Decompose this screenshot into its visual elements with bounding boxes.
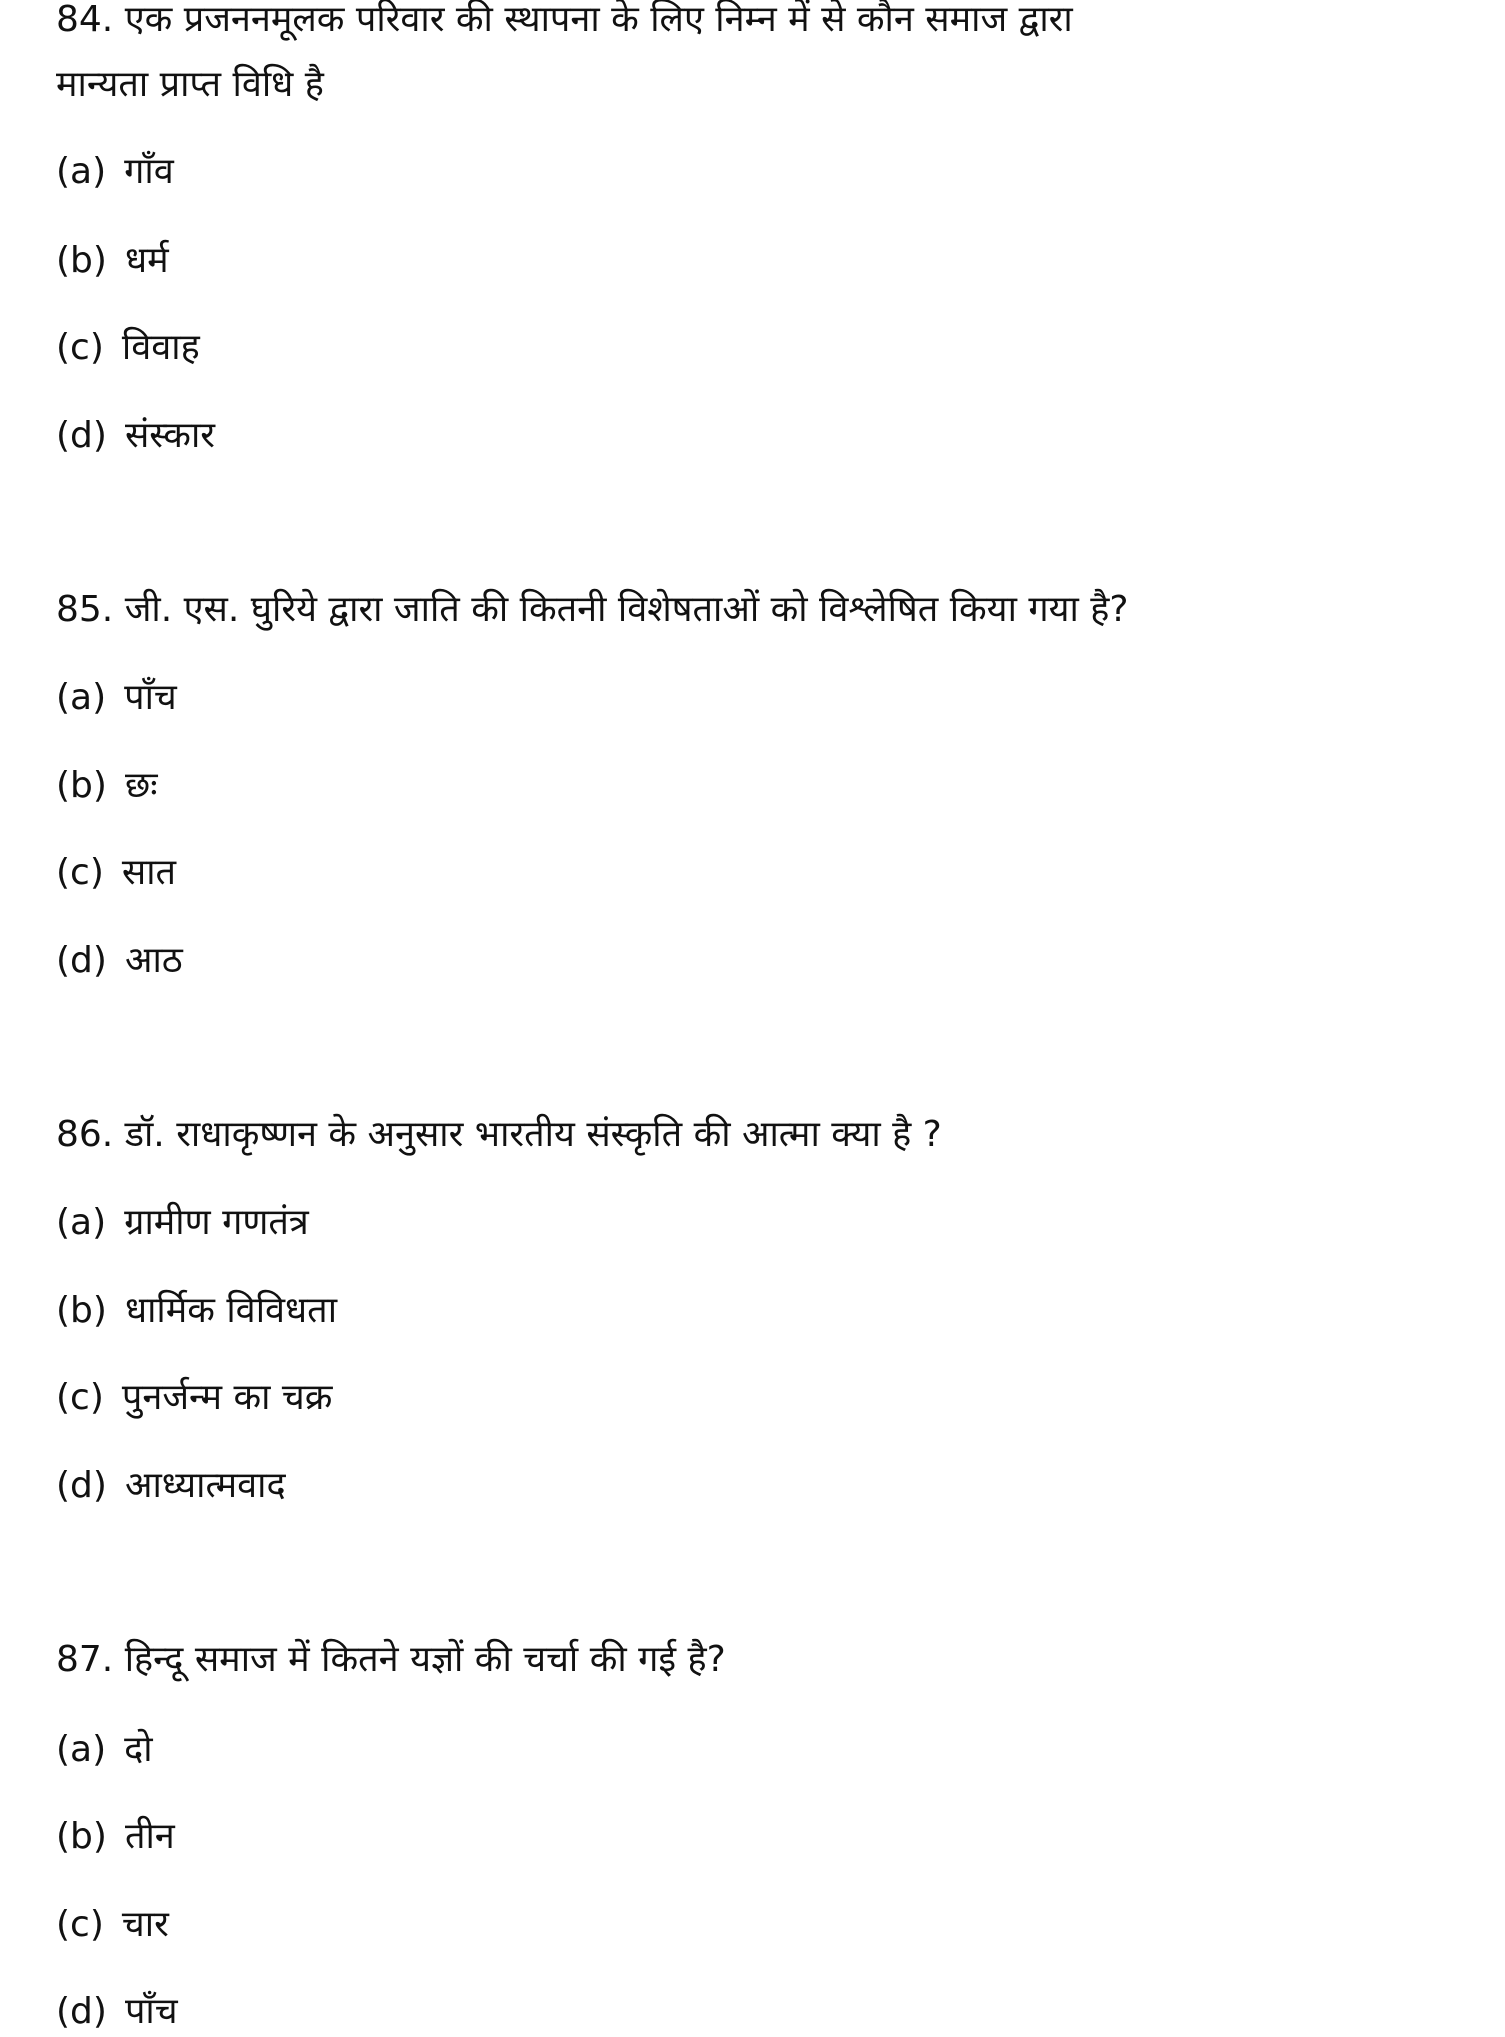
question-text: जी. एस. घुरिये द्वारा जाति की कितनी विशेषताओं को विश्लेषित किया गया है? [124, 589, 1129, 630]
option-86-c [56, 1373, 332, 1423]
question-86-text [56, 1110, 942, 1160]
option-87-c [56, 1900, 169, 1950]
option-text: ग्रामीण गणतंत्र [124, 1202, 309, 1243]
option-86-d [56, 1461, 286, 1511]
option-text: धार्मिक विविधता [124, 1290, 338, 1331]
option-86-a [56, 1198, 309, 1248]
option-label: (c) [56, 852, 104, 893]
option-text: संस्कार [124, 415, 215, 456]
option-84-b [56, 236, 169, 286]
option-label: (d) [56, 415, 107, 456]
option-text: दो [124, 1729, 153, 1770]
question-number: 86. [56, 1114, 114, 1155]
option-text: धर्म [124, 240, 169, 281]
option-85-b [56, 761, 157, 811]
option-text: छः [124, 765, 158, 806]
question-85-text [56, 585, 1128, 635]
option-85-a [56, 673, 177, 723]
option-text: पाँच [124, 1991, 178, 2032]
question-84-text [56, 0, 1073, 45]
option-label: (a) [56, 1202, 107, 1243]
option-87-a [56, 1725, 153, 1775]
option-text: पुनर्जन्म का चक्र [121, 1377, 333, 1418]
option-label: (b) [56, 240, 107, 281]
option-label: (b) [56, 765, 107, 806]
option-85-d [56, 936, 183, 986]
option-86-b [56, 1286, 337, 1336]
option-text: पाँच [124, 677, 177, 718]
option-85-c [56, 848, 176, 898]
option-label: (c) [56, 1377, 104, 1418]
option-text: गाँव [124, 151, 174, 192]
option-label: (d) [56, 1465, 107, 1506]
option-87-d [56, 1987, 178, 2037]
option-84-d [56, 411, 215, 461]
question-text: एक प्रजननमूलक परिवार की स्थापना के लिए निम्न में से कौन समाज द्वारा [124, 0, 1073, 40]
question-number: 87. [56, 1639, 114, 1680]
question-text: हिन्दू समाज में कितने यज्ञों की चर्चा की गई है? [124, 1639, 726, 1680]
option-label: (d) [56, 940, 107, 981]
option-label: (c) [56, 1904, 104, 1945]
option-label: (b) [56, 1290, 107, 1331]
option-text: तीन [124, 1816, 175, 1857]
option-84-c [56, 323, 200, 373]
option-label: (b) [56, 1816, 107, 1857]
option-84-a [56, 147, 174, 197]
question-number: 85. [56, 589, 114, 630]
option-label: (d) [56, 1991, 107, 2032]
question-number: 84. [56, 0, 114, 40]
option-text: चार [121, 1904, 169, 1945]
option-text: आध्यात्मवाद [124, 1465, 286, 1506]
option-label: (a) [56, 151, 107, 192]
option-label: (c) [56, 327, 104, 368]
question-87-text [56, 1635, 726, 1685]
question-84-text-line2: मान्यता प्राप्त विधि है [56, 64, 324, 105]
option-text: आठ [124, 940, 183, 981]
option-text: सात [121, 852, 177, 893]
question-text: डॉ. राधाकृष्णन के अनुसार भारतीय संस्कृति की आत्मा क्या है ? [124, 1114, 942, 1155]
option-label: (a) [56, 677, 107, 718]
option-87-b [56, 1812, 175, 1862]
option-label: (a) [56, 1729, 107, 1770]
option-text: विवाह [121, 327, 200, 368]
